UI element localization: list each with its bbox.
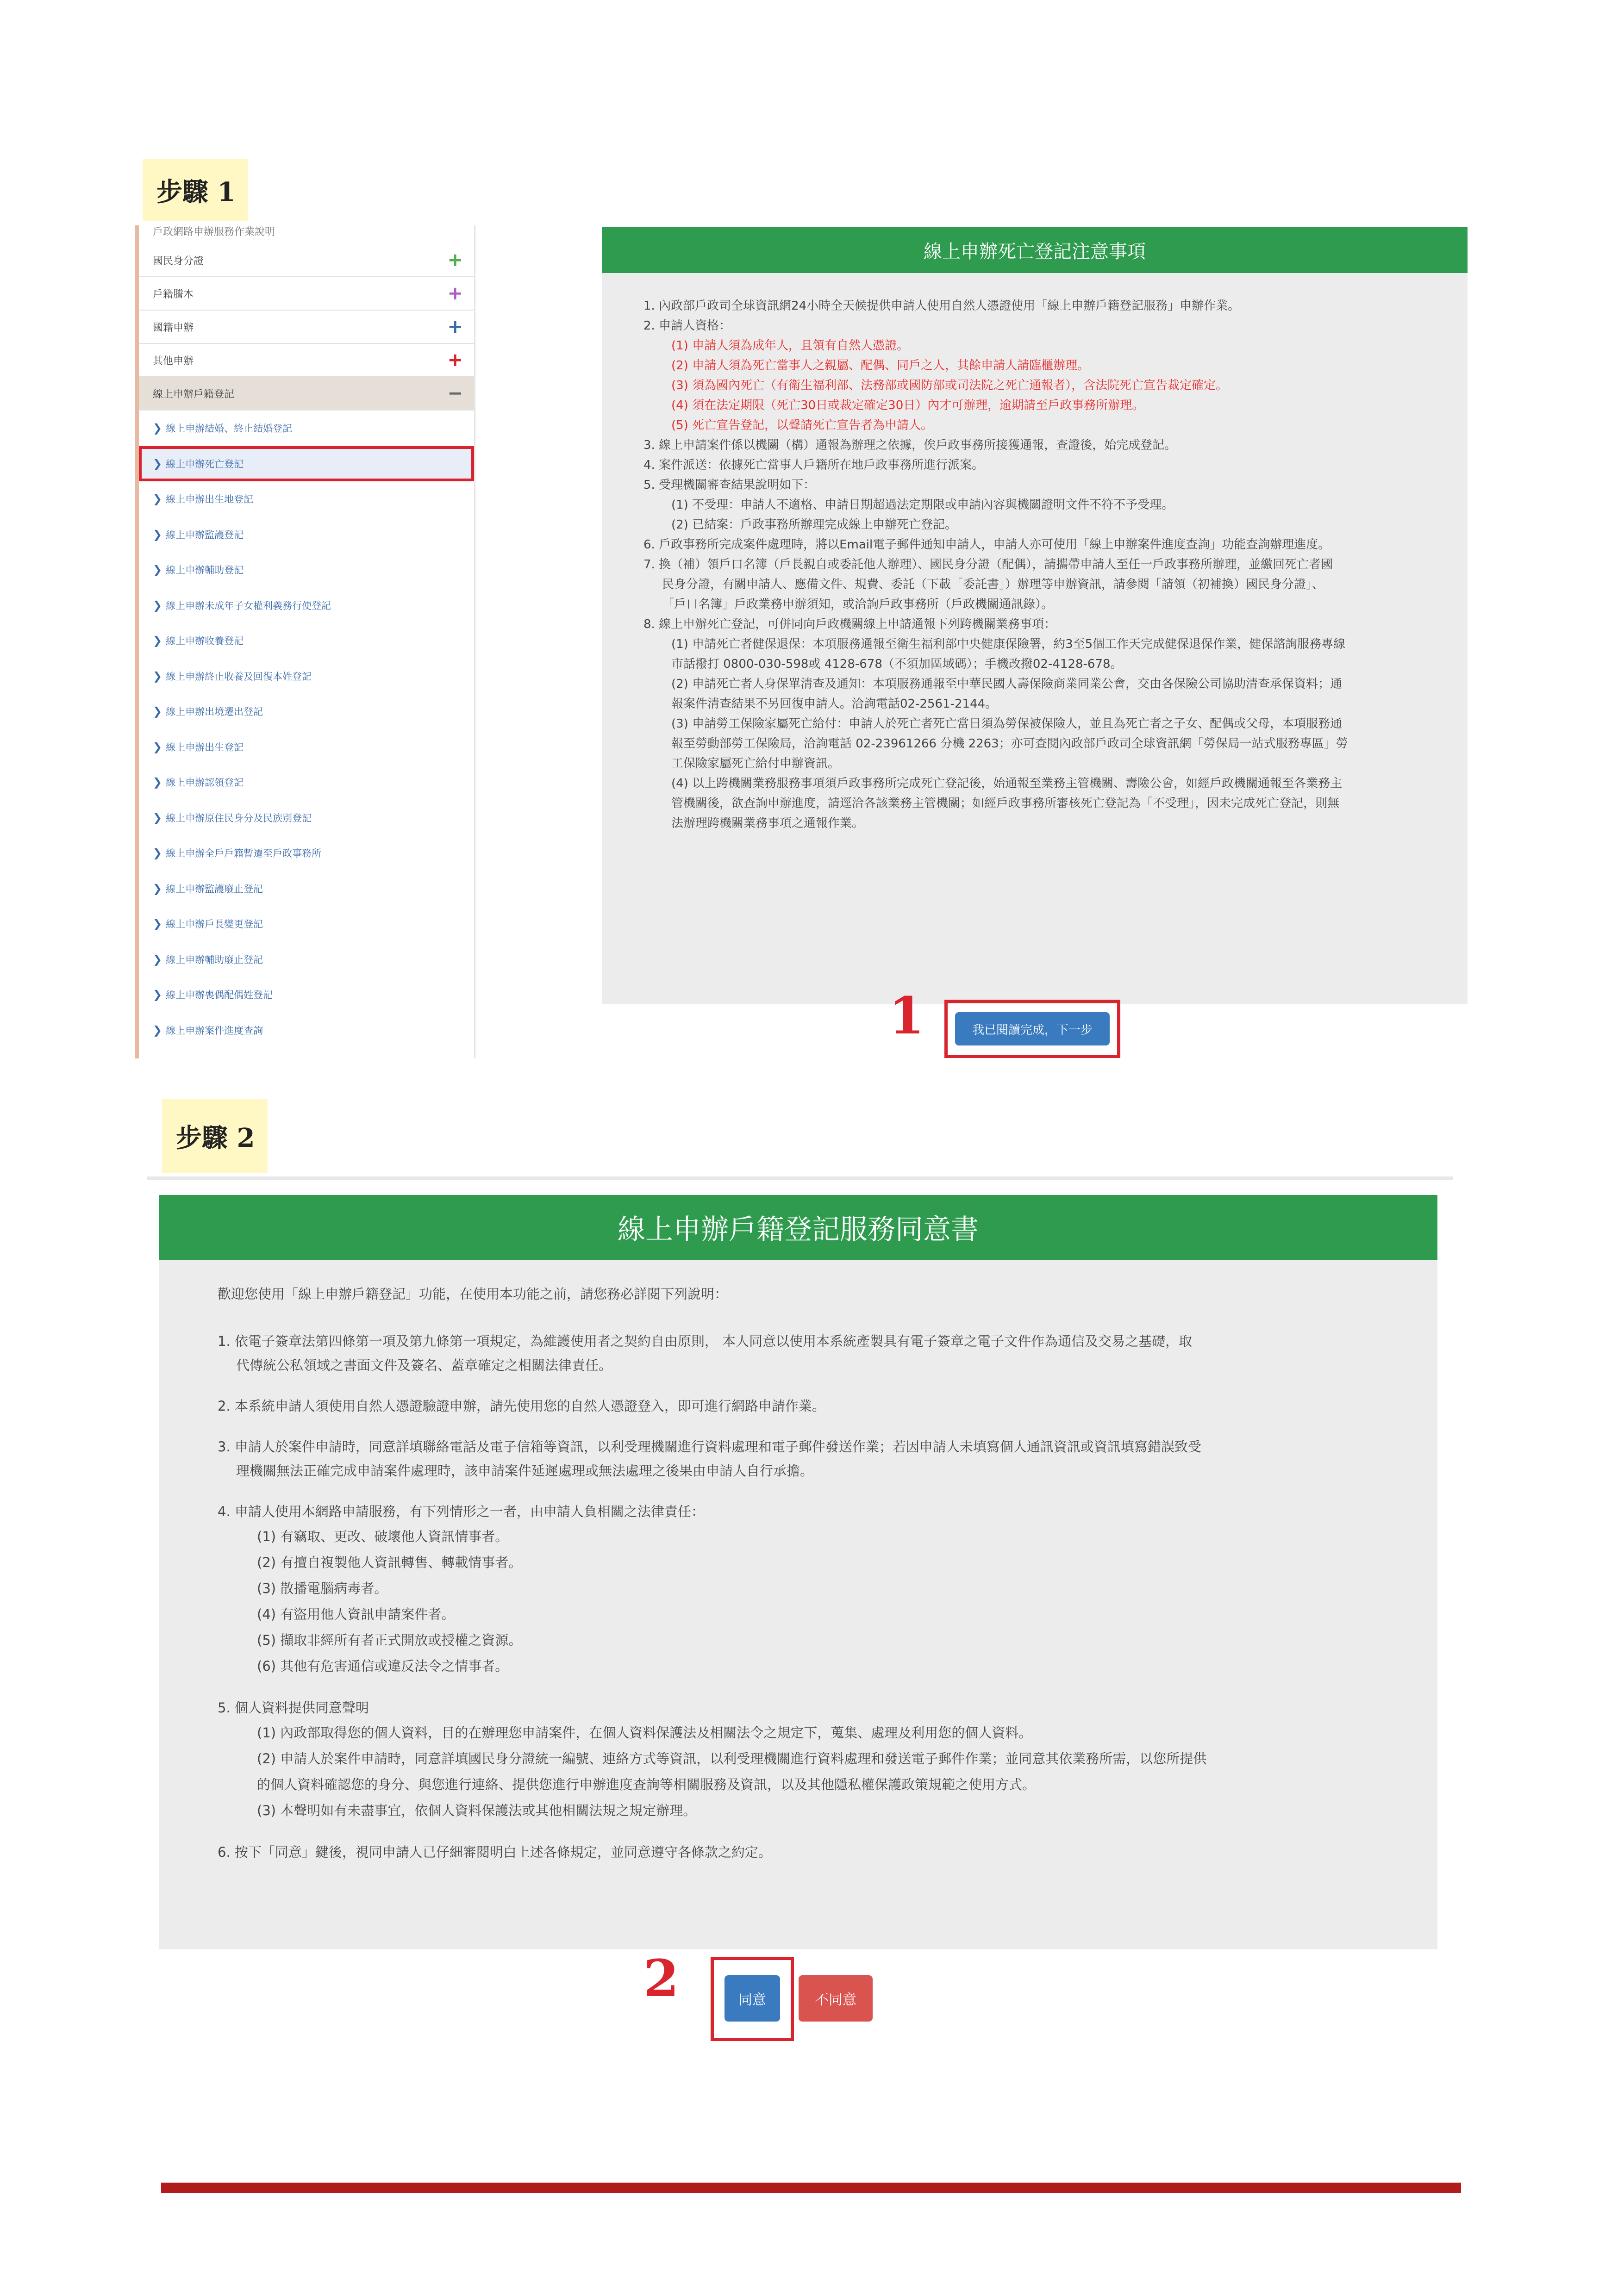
sidebar-item-label: 線上申辦全戶戶籍暫遷至戶政事務所 xyxy=(166,848,322,859)
notice-line: (4) 以上跨機關業務服務事項須戶政事務所完成死亡登記後，始通報至業務主管機關、壽險公會，如經戶政機關通報至各業務主 xyxy=(671,777,1343,790)
chevron-right-icon: ❯ xyxy=(153,528,162,541)
notice-list xyxy=(643,296,1444,834)
chevron-right-icon: ❯ xyxy=(153,492,162,506)
notice-line: (1) 不受理：申請人不適格、申請日期超過法定期限或申請內容與機關證明文件不符不予受理。 xyxy=(671,498,1174,512)
notice-line: 管機關後，欲查詢申辦進度，請逕洽各該業務主管機關；如經戶政事務所審核死亡登記為「不受理」，因未完成死亡登記，則無 xyxy=(671,796,1340,810)
sidebar-item-label: 線上申辦原住民身分及民族別登記 xyxy=(166,812,312,824)
chevron-right-icon: ❯ xyxy=(153,740,162,753)
sidebar-item[interactable] xyxy=(139,694,474,729)
consent-line: 1. 依電子簽章法第四條第一項及第九條第一項規定，為維護使用者之契約自由原則， 本人同意以使用本系統產製具有電子簽章之電子文件作為通信及交易之基礎，取 xyxy=(218,1333,1193,1349)
panel2-top-border xyxy=(147,1176,1453,1180)
consent-intro: 歡迎您使用「線上申辦戶籍登記」功能，在使用本功能之前，請您務必詳閱下列說明： xyxy=(218,1286,728,1302)
sidebar-item[interactable] xyxy=(139,552,474,588)
sidebar-item-label: 線上申辦出生登記 xyxy=(166,741,244,753)
sidebar-item-label: 線上申辦監護廢止登記 xyxy=(166,883,263,895)
consent-subitem: (2) 有擅自複製他人資訊轉售、轉載情事者。 xyxy=(257,1555,522,1570)
sidebar-item[interactable] xyxy=(139,588,474,623)
notice-line: 工保險家屬死亡給付申辦資訊。 xyxy=(671,757,840,771)
sidebar-item-label: 線上申辦喪偶配偶姓登記 xyxy=(166,989,273,1001)
notice-line: (2) 申請人須為死亡當事人之親屬、配偶、同戶之人，其餘申請人請臨櫃辦理。 xyxy=(671,359,1090,373)
sidebar-item-death-registration[interactable] xyxy=(139,446,474,482)
footer-divider xyxy=(161,2183,1461,2193)
expand-icon[interactable]: + xyxy=(447,316,463,337)
notice-line: 6. 戶政事務所完成案件處理時，將以Email電子郵件通知申請人，申請人亦可使用「線上申辦案件進度查詢」功能查詢辦理進度。 xyxy=(643,538,1330,552)
notice-panel-title: 線上申辦死亡登記注意事項 xyxy=(602,227,1468,273)
collapse-icon[interactable]: − xyxy=(447,383,463,404)
sidebar-item[interactable] xyxy=(139,835,474,871)
chevron-right-icon: ❯ xyxy=(153,882,162,895)
sidebar-item-label: 線上申辦輔助廢止登記 xyxy=(166,954,263,965)
consent-clause xyxy=(218,1329,1412,1377)
notice-line: (2) 已結案：戶政事務所辦理完成線上申辦死亡登記。 xyxy=(671,518,957,532)
notice-line: (3) 申請勞工保險家屬死亡給付：申請人於死亡者死亡當日須為勞保被保險人，並且為死亡者之子女、配偶或父母，本項服務通 xyxy=(671,717,1343,731)
consent-text xyxy=(218,1282,1412,1881)
consent-panel-title: 線上申辦戶籍登記服務同意書 xyxy=(159,1195,1437,1260)
sidebar-heading[interactable]: 戶政網路申辦服務作業說明 xyxy=(153,226,275,238)
sidebar-item[interactable] xyxy=(139,765,474,800)
sidebar-item[interactable] xyxy=(139,977,474,1013)
sidebar-item-label: 線上申辦戶長變更登記 xyxy=(166,919,263,930)
consent-subitem: (4) 有盜用他人資訊申請案件者。 xyxy=(257,1606,455,1622)
expand-icon[interactable]: + xyxy=(447,349,463,371)
sidebar-item[interactable] xyxy=(139,411,474,446)
consent-subitem: (1) 內政部取得您的個人資料，目的在辦理您申請案件，在個人資料保護法及相關法令之規定下，蒐集、處理及利用您的個人資料。 xyxy=(257,1725,1032,1741)
chevron-right-icon: ❯ xyxy=(153,669,162,683)
sidebar-item-label: 線上申辦結婚、終止結婚登記 xyxy=(166,423,293,435)
consent-line: 理機關無法正確完成申請案件處理時，該申請案件延遲處理或無法處理之後果由申請人自行承擔。 xyxy=(236,1463,814,1479)
sidebar-item-label: 線上申辦輔助登記 xyxy=(166,565,244,576)
consent-line: 4. 申請人使用本網路申請服務，有下列情形之一者，由申請人負相關之法律責任： xyxy=(218,1504,705,1519)
consent-line: 代傳統公私領域之書面文件及簽名、蓋章確定之相關法律責任。 xyxy=(236,1357,612,1373)
notice-line: (5) 死亡宣告登記，以聲請死亡宣告者為申請人。 xyxy=(671,418,933,432)
notice-line: (1) 申請死亡者健保退保：本項服務通報至衛生福利部中央健康保險署，約3至5個工作天完成健保退保作業，健保諮詢服務專線 xyxy=(671,637,1346,651)
consent-subitem: (1) 有竊取、更改、破壞他人資訊情事者。 xyxy=(257,1529,509,1544)
sidebar-item[interactable] xyxy=(139,623,474,659)
chevron-right-icon: ❯ xyxy=(153,1023,162,1037)
step2-marker: 2 xyxy=(643,1948,679,2008)
step1-marker: 1 xyxy=(889,986,924,1045)
sidebar-category-label: 國籍申辦 xyxy=(153,322,194,334)
sidebar-item[interactable] xyxy=(139,729,474,765)
notice-line: 報案件清查結果不另回復申請人。洽詢電話02-2561-2144。 xyxy=(671,697,998,711)
consent-line: 6. 按下「同意」鍵後，視同申請人已仔細審閱明白上述各條規定，並同意遵守各條款之約定。 xyxy=(218,1844,772,1860)
notice-line: 3. 線上申請案件係以機關（構）通報為辦理之依據，俟戶政事務所接獲通報，查證後，始完成登記。 xyxy=(643,438,1177,452)
notice-line: (3) 須為國內死亡（有衛生福利部、法務部或國防部或司法院之死亡通報者），含法院死亡宣告裁定確定。 xyxy=(671,379,1228,392)
sidebar-item-label: 線上申辦認領登記 xyxy=(166,777,244,789)
consent-clause xyxy=(218,1500,1412,1679)
consent-clause xyxy=(218,1394,1412,1418)
sidebar-item-label: 線上申辦未成年子女權利義務行使登記 xyxy=(166,600,331,611)
consent-line: 2. 本系統申請人須使用自然人憑證驗證申辦，請先使用您的自然人憑證登入，即可進行網路申請作業。 xyxy=(218,1398,825,1414)
sidebar-item-label: 線上申辦出境遷出登記 xyxy=(166,706,263,718)
sidebar-item-label: 線上申辦收養登記 xyxy=(166,635,244,647)
notice-line: (2) 申請死亡者人身保單清查及通知：本項服務通報至中華民國人壽保險商業同業公會，交由各保險公司協助清查承保資料；通 xyxy=(671,677,1343,691)
sidebar-category[interactable] xyxy=(139,311,474,344)
notice-line: 1. 內政部戶政司全球資訊網24小時全天候提供申請人使用自然人憑證使用「線上申辦戶籍登記服務」申辦作業。 xyxy=(643,299,1240,313)
notice-line: 報至勞動部勞工保險局，洽詢電話 02-23961266 分機 2263；亦可查閱內政部戶政司全球資訊網「勞保局一站式服務專區」勞 xyxy=(671,737,1348,751)
sidebar-category[interactable] xyxy=(139,344,474,377)
notice-line: 法辦理跨機關業務事項之通報作業。 xyxy=(671,816,864,830)
chevron-right-icon: ❯ xyxy=(153,811,162,824)
chevron-right-icon: ❯ xyxy=(153,988,162,1002)
consent-line: 5. 個人資料提供同意聲明 xyxy=(218,1700,369,1716)
sidebar-item[interactable] xyxy=(139,800,474,836)
notice-line: (4) 須在法定期限（死亡30日或裁定確定30日）內才可辦理，逾期請至戶政事務所辦理。 xyxy=(671,398,1144,412)
notice-line: 5. 受理機關審查結果說明如下： xyxy=(643,478,816,492)
sidebar-category[interactable] xyxy=(139,244,474,277)
consent-subitem: (6) 其他有危害通信或違反法令之情事者。 xyxy=(257,1658,509,1674)
agree-button[interactable]: 同意 xyxy=(725,1975,780,2022)
chevron-right-icon: ❯ xyxy=(153,705,162,718)
sidebar-category-label: 線上申辦戶籍登記 xyxy=(153,388,235,400)
chevron-right-icon: ❯ xyxy=(153,457,162,470)
expand-icon[interactable]: + xyxy=(447,283,463,304)
consent-clause xyxy=(218,1840,1412,1864)
step2-label: 步驟 2 xyxy=(162,1099,268,1173)
chevron-right-icon: ❯ xyxy=(153,598,162,612)
notice-line: 4. 案件派送：依據死亡當事人戶籍所在地戶政事務所進行派案。 xyxy=(643,458,984,472)
sidebar-item[interactable] xyxy=(139,871,474,907)
chevron-right-icon: ❯ xyxy=(153,917,162,931)
sidebar-item-label: 線上申辦死亡登記 xyxy=(166,458,244,470)
chevron-right-icon: ❯ xyxy=(153,563,162,577)
chevron-right-icon: ❯ xyxy=(153,634,162,647)
sidebar xyxy=(135,225,475,1058)
chevron-right-icon: ❯ xyxy=(153,422,162,435)
sidebar-item-label: 線上申辦出生地登記 xyxy=(166,494,254,505)
sidebar-category[interactable] xyxy=(139,277,474,311)
chevron-right-icon: ❯ xyxy=(153,952,162,966)
sidebar-item[interactable] xyxy=(139,517,474,553)
sidebar-item[interactable] xyxy=(139,659,474,694)
consent-clause xyxy=(218,1435,1412,1483)
notice-line: 市話撥打 0800-030-598或 4128-678（不須加區域碼）；手機改撥02-4128-678。 xyxy=(671,657,1123,671)
read-complete-next-button[interactable]: 我已閱讀完成，下一步 xyxy=(955,1012,1110,1045)
sidebar-item-label: 線上申辦監護登記 xyxy=(166,529,244,541)
sidebar-category-label: 戶籍謄本 xyxy=(153,288,194,300)
consent-subitem: (5) 擷取非經所有者正式開放或授權之資源。 xyxy=(257,1632,522,1648)
sidebar-category[interactable] xyxy=(139,377,474,411)
notice-line: (1) 申請人須為成年人，且領有自然人憑證。 xyxy=(671,339,909,353)
notice-line: 2. 申請人資格： xyxy=(643,319,731,333)
sidebar-item[interactable] xyxy=(139,1013,474,1048)
consent-line: 3. 申請人於案件申請時，同意詳填聯絡電話及電子信箱等資訊，以利受理機關進行資料處理和電子郵件發送作業；若因申請人未填寫個人通訊資訊或資訊填寫錯誤致受 xyxy=(218,1439,1201,1455)
step1-label: 步驟 1 xyxy=(143,159,248,221)
consent-subitem: 的個人資料確認您的身分、與您進行連絡、提供您進行申辦進度查詢等相關服務及資訊，以及其他隱私權保護政策規範之使用方式。 xyxy=(257,1777,1036,1792)
notice-line: 「戶口名簿」戶政業務申辦須知，或洽詢戶政事務所（戶政機關通訊錄）。 xyxy=(662,597,1054,611)
disagree-button[interactable]: 不同意 xyxy=(799,1975,873,2022)
consent-clause xyxy=(218,1696,1412,1823)
notice-line: 7. 換（補）領戶口名簿（戶長親自或委託他人辦理）、國民身分證（配偶），請攜帶申請人至任一戶政事務所辦理，並繳回死亡者國 xyxy=(643,558,1333,572)
consent-subitem: (3) 本聲明如有未盡事宜，依個人資料保護法或其他相關法規之規定辦理。 xyxy=(257,1803,697,1818)
expand-icon[interactable]: + xyxy=(447,249,463,271)
chevron-right-icon: ❯ xyxy=(153,776,162,789)
consent-subitem: (3) 散播電腦病毒者。 xyxy=(257,1580,388,1596)
notice-line: 民身分證，有關申請人、應備文件、規費、委託（下載「委託書」）辦理等申辦資訊，請參閱「請領（初補換）國民身分證」、 xyxy=(662,578,1324,591)
notice-line: 8. 線上申辦死亡登記，可併同向戶政機關線上申請通報下列跨機關業務事項： xyxy=(643,617,1056,631)
sidebar-item[interactable] xyxy=(139,906,474,942)
sidebar-item[interactable] xyxy=(139,942,474,977)
sidebar-item-label: 線上申辦案件進度查詢 xyxy=(166,1025,263,1036)
sidebar-category-label: 國民身分證 xyxy=(153,255,204,267)
sidebar-item[interactable] xyxy=(139,481,474,517)
consent-subitem: (2) 申請人於案件申請時，同意詳填國民身分證統一編號、連絡方式等資訊，以利受理機關進行資料處理和發送電子郵件作業；並同意其依業務所需，以您所提供 xyxy=(257,1751,1207,1767)
chevron-right-icon: ❯ xyxy=(153,846,162,860)
sidebar-item-label: 線上申辦終止收養及回復本姓登記 xyxy=(166,671,312,682)
sidebar-category-label: 其他申辦 xyxy=(153,355,194,367)
